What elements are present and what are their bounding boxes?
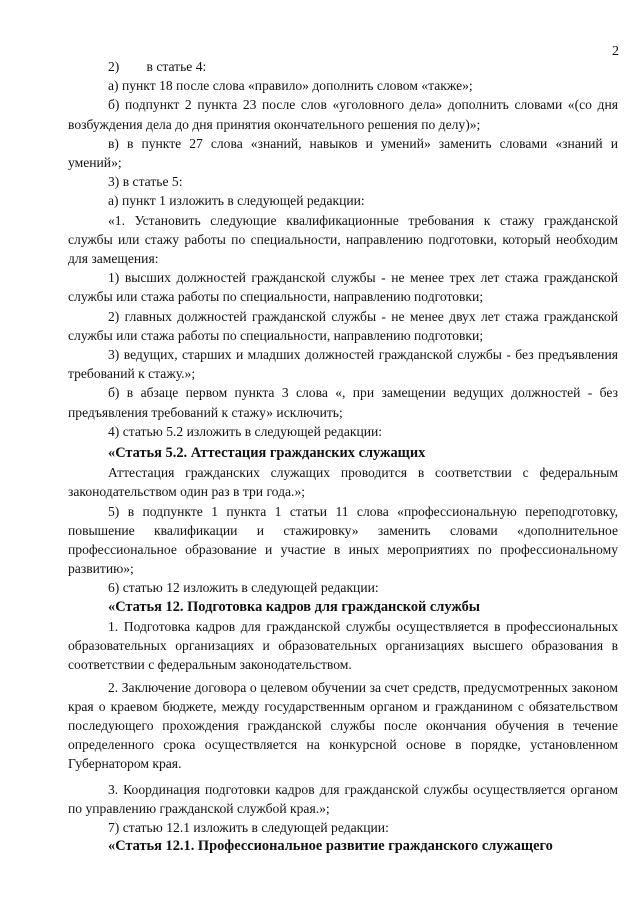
paragraph-subitem-2: 2) главных должностей гражданской службы - не менее двух лет стажа гражданской службы или стажа работы по специальности, направлению подготовки;	[68, 308, 618, 343]
paragraph-item-2b: б) подпункт 2 пункта 23 после слов «уголовного дела» дополнить словами «(со дня возбуждения дела до дня принятия окончательного решения по делу)»;	[68, 97, 618, 132]
paragraph-item-2c: в) в пункте 27 слова «знаний, навыков и умений» заменить словами «знаний и умений»;	[68, 135, 618, 171]
paragraph-article-12-point-3: 3. Координация подготовки кадров для гражданской службы осуществляется органом по управлению гражданской службой края.»;	[68, 781, 618, 816]
article-heading-12: «Статья 12. Подготовка кадров для гражданской службы	[108, 598, 481, 615]
article-heading-5-2: «Статья 5.2. Аттестация гражданских служащих	[108, 445, 426, 462]
paragraph-subitem-1: 1) высших должностей гражданской службы - не менее трех лет стажа гражданской службы или стажа работы по специальности, направлению подготовки;	[68, 270, 618, 305]
paragraph-item-3a: а) пункт 1 изложить в следующей редакции:	[108, 193, 365, 209]
article-heading-12-1: «Статья 12.1. Профессиональное развитие гражданского служащего	[108, 838, 553, 855]
paragraph-item-3: 3) в статье 5:	[108, 174, 183, 190]
paragraph-item-4: 4) статью 5.2 изложить в следующей редакции:	[108, 423, 383, 439]
paragraph-article-12-point-1: 1. Подготовка кадров для гражданской службы осуществляется в профессиональных образовательных организациях и образовательных организациях высшего образования в соответствии с федеральным законодательством.	[68, 618, 618, 673]
paragraph-subitem-3: 3) ведущих, старших и младших должностей гражданской службы - без предъявления требований к стажу.»;	[68, 347, 618, 382]
paragraph-article-12-point-2: 2. Заключение договора о целевом обучении за счет средств, предусмотренных законом края о краевом бюджете, между государственным органом и гражданином с обязательством последующего прохождения гражданской службы после окончания обучения в течение определенного срока осуществляется на конкурсной основе в порядке, установленном Губернатором края.	[68, 679, 618, 772]
paragraph-item-2a: а) пункт 18 после слова «правило» дополнить словом «также»;	[108, 78, 473, 94]
paragraph-item-2: 2) в статье 4:	[108, 59, 207, 74]
paragraph-quote-point-1: «1. Установить следующие квалификационные требования к стажу гражданской службы или стажу работы по специальности, направлению подготовки, который необходим для замещения:	[68, 212, 618, 267]
paragraph-article-5-2-text: Аттестация гражданских служащих проводится в соответствии с федеральным законодательством один раз в три года.»;	[68, 465, 618, 500]
paragraph-item-5: 5) в подпункте 1 пункта 1 статьи 11 слова «профессиональную переподготовку, повышение квалификации и стажировку» заменить словами «дополнительное профессиональное образование и участие в иных мероприятиях по профессиональному развитию»;	[68, 503, 618, 577]
page-number: 2	[612, 44, 619, 59]
paragraph-item-6: 6) статью 12 изложить в следующей редакции:	[108, 580, 379, 596]
document-body	[68, 57, 618, 856]
paragraph-item-7: 7) статью 12.1 изложить в следующей редакции:	[108, 819, 389, 835]
paragraph-item-3b: б) в абзаце первом пункта 3 слова «, при замещении ведущих должностей - без предъявления требований к стажу» исключить;	[68, 385, 618, 420]
